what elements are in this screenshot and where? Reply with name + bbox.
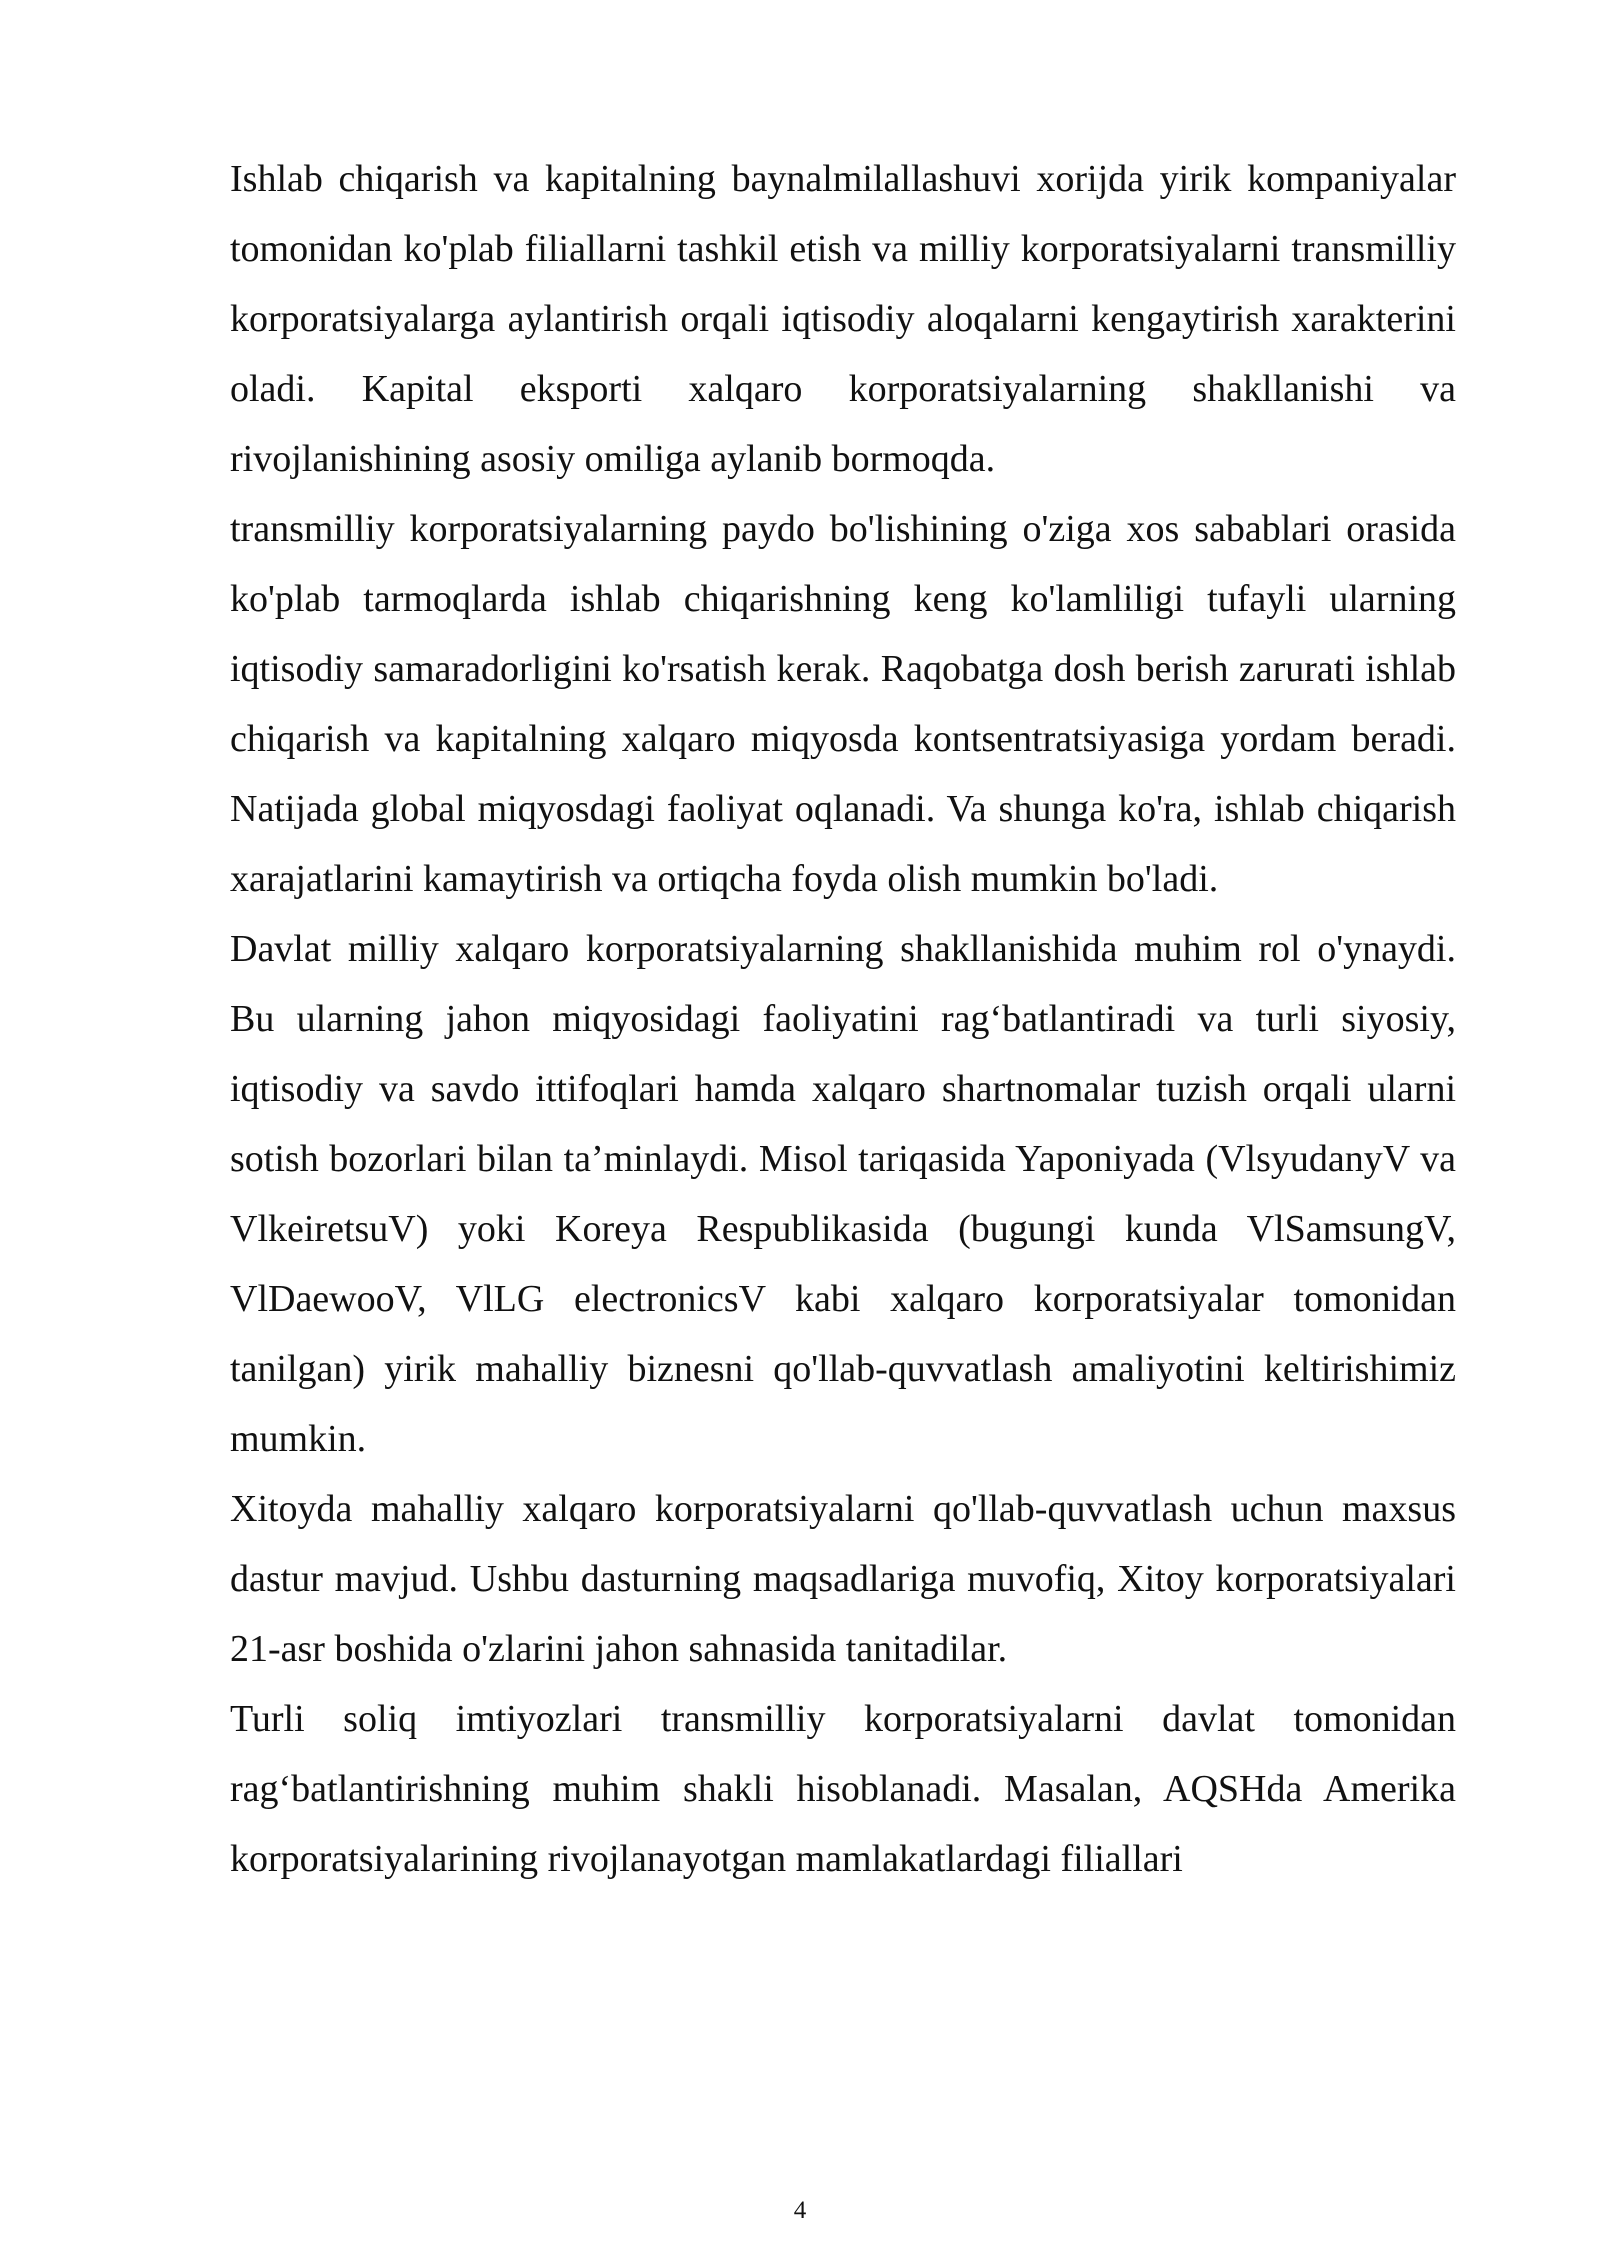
paragraph-china-program: Xitoyda mahalliy xalqaro korporatsiyalarni qo'llab-quvvatlash uchun maxsus dastur mavjud. Ushbu dasturning maqsadlariga muvofiq, Xitoy korporatsiyalari 21-asr boshida o'zlarini jahon sahnasida tanitadilar. xyxy=(230,1488,1456,1670)
body-text xyxy=(230,144,1456,1894)
page-number: 4 xyxy=(793,2197,807,2224)
paragraph-tnc-reasons: transmilliy korporatsiyalarning paydo bo'lishining o'ziga xos sabablari orasida ko'plab tarmoqlarda ishlab chiqarishning keng ko'lamliligi tufayli ularning iqtisodiy samaradorligini ko'rsatish kerak. Raqobatga dosh berish zarurati ishlab chiqarish va kapitalning xalqaro miqyosda kontsentratsiyasiga yordam beradi. Natijada global miqyosdagi faoliyat oqlanadi. Va shunga ko'ra, ishlab chiqarish xarajatlarini kamaytirish va ortiqcha foyda olish mumkin bo'ladi. xyxy=(230,508,1456,900)
paragraph-capital-internationalization: Ishlab chiqarish va kapitalning baynalmilallashuvi xorijda yirik kompaniyalar tomonidan ko'plab filiallarni tashkil etish va milliy korporatsiyalarni transmilliy korporatsiyalarga aylantirish orqali iqtisodiy aloqalarni kengaytirish xarakterini oladi. Kapital eksporti xalqaro korporatsiyalarning shakllanishi va rivojlanishining asosiy omiliga aylanib bormoqda. xyxy=(230,158,1456,480)
paragraph-tax-incentives: Turli soliq imtiyozlari transmilliy korporatsiyalarni davlat tomonidan rag‘batlantirishning muhim shakli hisoblanadi. Masalan, AQSHda Amerika korporatsiyalarining rivojlanayotgan mamlakatlardagi filiallari xyxy=(230,1698,1456,1880)
paragraph-state-role: Davlat milliy xalqaro korporatsiyalarning shakllanishida muhim rol o'ynaydi. Bu ularning jahon miqyosidagi faoliyatini rag‘batlantiradi va turli siyosiy, iqtisodiy va savdo ittifoqlari hamda xalqaro shartnomalar tuzish orqali ularni sotish bozorlari bilan ta’minlaydi. Misol tariqasida Yaponiyada (VlsyudanyV va VlkeiretsuV) yoki Koreya Respublikasida (bugungi kunda VlSamsungV, VlDaewooV, VlLG electronicsV kabi xalqaro korporatsiyalar tomonidan tanilgan) yirik mahalliy biznesni qo'llab-quvvatlash amaliyotini keltirishimiz mumkin. xyxy=(230,928,1456,1460)
